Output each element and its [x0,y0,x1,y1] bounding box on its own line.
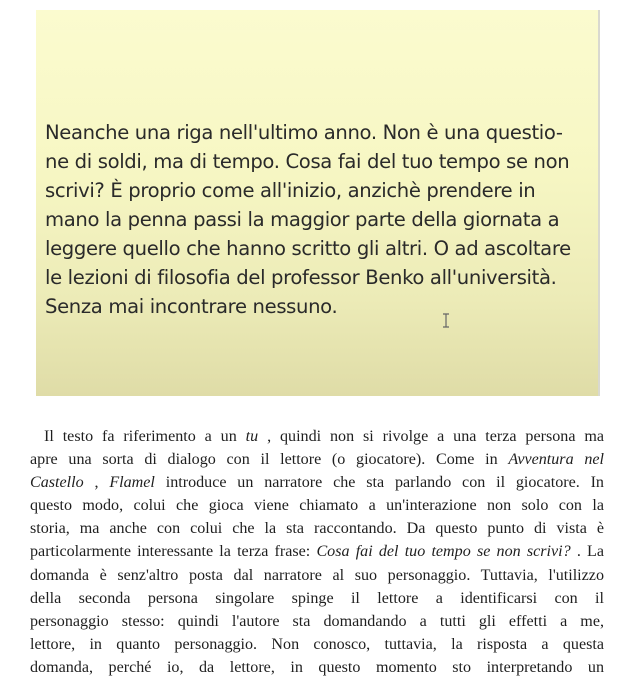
text-line: della seconda persona singolare spinge il lettore a identificarsi con il [30,589,604,607]
quote-text [45,118,585,321]
text-line: domanda, perché io, da lettore, in questo momento sto interpretando un [30,658,604,676]
text-line: lettore, in quanto personaggio. Non conosco, tuttavia, la risposta a questa [30,635,604,653]
quote-figure [36,10,600,396]
text-line: Castello , Flamel introduce un narratore che sta parlando con il giocatore. In [30,474,604,492]
quote-line: mano la penna passi la maggior parte della giornata a [45,208,560,231]
quote-line: Neanche una riga nell'ultimo anno. Non è una questio- [45,121,563,144]
quote-line: Senza mai incontrare nessuno. [45,295,338,318]
text-line: apre una sorta di dialogo con il lettore (o giocatore). Come in Avventura nel [30,451,604,469]
text-cursor-icon [441,313,451,328]
quote-line: scrivi? È proprio come all'inizio, anzichè prendere in [45,179,536,202]
quote-line: le lezioni di filosofia del professor Benko all'università. [45,266,557,289]
text-line: storia, ma anche con colui che la sta raccontando. Da questo punto di vista è [30,520,604,538]
text-line: domanda è senz'altro posta dal narratore al suo personaggio. Tuttavia, l'utilizzo [30,566,604,584]
text-line: personaggio stesso: quindi l'autore sta domandando a tutti gli effetti a me, [30,612,604,630]
body-paragraph [30,425,604,679]
text-line: questo modo, colui che gioca viene chiamato a un'interazione non solo con la [30,497,604,515]
quote-line: leggere quello che hanno scritto gli altri. O ad ascoltare [45,237,571,260]
text-line: particolarmente interessante la terza frase: Cosa fai del tuo tempo se non scrivi? . La [30,543,604,561]
quote-line: ne di soldi, ma di tempo. Cosa fai del tuo tempo se non [45,150,570,173]
text-line: Il testo fa riferimento a un tu , quindi non si rivolge a una terza persona ma [44,428,604,445]
